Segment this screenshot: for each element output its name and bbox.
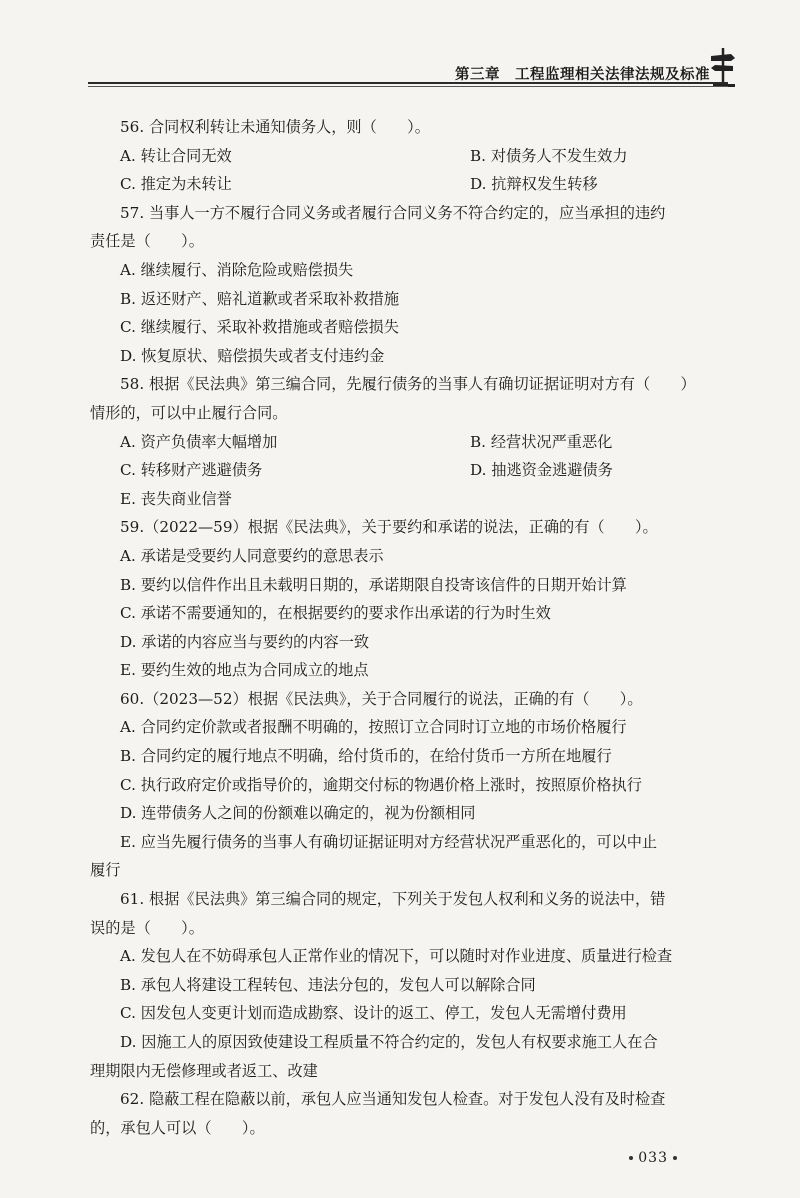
q57-option-c: C. 继续履行、采取补救措施或者赔偿损失 <box>120 318 399 337</box>
q59-option-a: A. 承诺是受要约人同意要约的意思表示 <box>120 546 384 565</box>
q59-option-e: E. 要约生效的地点为合同成立的地点 <box>120 661 369 680</box>
q58-stem-line2: 情形的，可以中止履行合同。 <box>90 403 288 422</box>
q61-option-d-line1: D. 因施工人的原因致使建设工程质量不符合约定的，发包人有权要求施工人在合 <box>120 1033 658 1051</box>
q60-option-e-line1: E. 应当先履行债务的当事人有确切证据证明对方经营状况严重恶化的，可以中止 <box>120 832 658 851</box>
q58-option-d: D. 抽逃资金逃避债务 <box>470 461 613 480</box>
q57-option-d: D. 恢复原状、赔偿损失或者支付违约金 <box>120 346 385 365</box>
q58-option-b: B. 经营状况严重恶化 <box>470 432 613 451</box>
chapter-title: 第三章 工程监理相关法律法规及标准 <box>455 67 710 83</box>
q56-stem: 56. 合同权利转让未通知债务人，则（ ）。 <box>120 118 430 136</box>
page-header <box>0 0 800 100</box>
question-list <box>90 113 710 1142</box>
q58-option-c: C. 转移财产逃避债务 <box>120 461 263 480</box>
q60-option-c: C. 执行政府定价或指导价的，逾期交付标的物遇价格上涨时，按照原价格执行 <box>120 775 642 794</box>
q62-stem-line1: 62. 隐蔽工程在隐蔽以前，承包人应当通知发包人检查。对于发包人没有及时检查 <box>120 1090 666 1109</box>
q57-option-b: B. 返还财产、赔礼道歉或者采取补救措施 <box>120 289 400 308</box>
q56-option-c: C. 推定为未转让 <box>120 175 232 194</box>
q60-stem: 60.（2023—52）根据《民法典》，关于合同履行的说法，正确的有（ ）。 <box>120 689 643 708</box>
q58-option-a: A. 资产负债率大幅增加 <box>120 432 278 451</box>
header-rule <box>88 82 728 84</box>
q59-option-c: C. 承诺不需要通知的，在根据要约的要求作出承诺的行为时生效 <box>120 604 551 623</box>
q59-option-b: B. 要约以信件作出且未载明日期的，承诺期限自投寄该信件的日期开始计算 <box>120 575 627 594</box>
q60-option-a: A. 合同约定价款或者报酬不明确的，按照订立合同时订立地的市场价格履行 <box>120 718 627 737</box>
q61-stem-line2: 误的是（ ）。 <box>90 918 204 937</box>
q59-stem: 59.（2022—59）根据《民法典》，关于要约和承诺的说法，正确的有（ ）。 <box>120 518 658 537</box>
q58-options-row1 <box>90 428 710 457</box>
q60-option-e-line2: 履行 <box>90 861 121 880</box>
q59-option-d: D. 承诺的内容应当与要约的内容一致 <box>120 632 370 651</box>
q57-stem-line2: 责任是（ ）。 <box>90 232 204 251</box>
q56-option-a: A. 转让合同无效 <box>120 146 232 165</box>
q61-option-d-line2: 理期限内无偿修理或者返工、改建 <box>90 1061 318 1080</box>
q58-option-e: E. 丧失商业信誉 <box>120 489 232 508</box>
q60-option-d: D. 连带债务人之间的份额难以确定的，视为份额相同 <box>120 804 476 823</box>
q61-option-c: C. 因发包人变更计划而造成勘察、设计的返工、停工，发包人无需增付费用 <box>120 1004 627 1023</box>
page-dot-left <box>629 1156 633 1160</box>
page-number-text: 033 <box>638 1150 668 1166</box>
q56-options-row1 <box>90 142 710 171</box>
q58-options-row2 <box>90 456 710 485</box>
q56-option-b: B. 对债务人不发生效力 <box>470 146 628 165</box>
page-number <box>624 1150 682 1166</box>
q57-option-a: A. 继续履行、消除危险或赔偿损失 <box>120 260 354 279</box>
q62-stem-line2: 的，承包人可以（ ）。 <box>90 1118 265 1137</box>
q61-option-a: A. 发包人在不妨碍承包人正常作业的情况下，可以随时对作业进度、质量进行检查 <box>120 947 673 966</box>
page-dot-right <box>673 1156 677 1160</box>
q56-options-row2 <box>90 170 710 199</box>
q57-stem-line1: 57. 当事人一方不履行合同义务或者履行合同义务不符合约定的，应当承担的违约 <box>120 203 666 222</box>
q61-option-b: B. 承包人将建设工程转包、违法分包的，发包人可以解除合同 <box>120 975 536 994</box>
q61-stem-line1: 61. 根据《民法典》第三编合同的规定，下列关于发包人权利和义务的说法中，错 <box>120 890 666 909</box>
header-rule-thin <box>88 86 728 87</box>
q58-stem-line1: 58. 根据《民法典》第三编合同，先履行债务的当事人有确切证据证明对方有（ ） <box>120 375 696 394</box>
q56-option-d: D. 抗辩权发生转移 <box>470 175 598 194</box>
q60-option-b: B. 合同约定的履行地点不明确，给付货币的，在给付货币一方所在地履行 <box>120 747 612 766</box>
